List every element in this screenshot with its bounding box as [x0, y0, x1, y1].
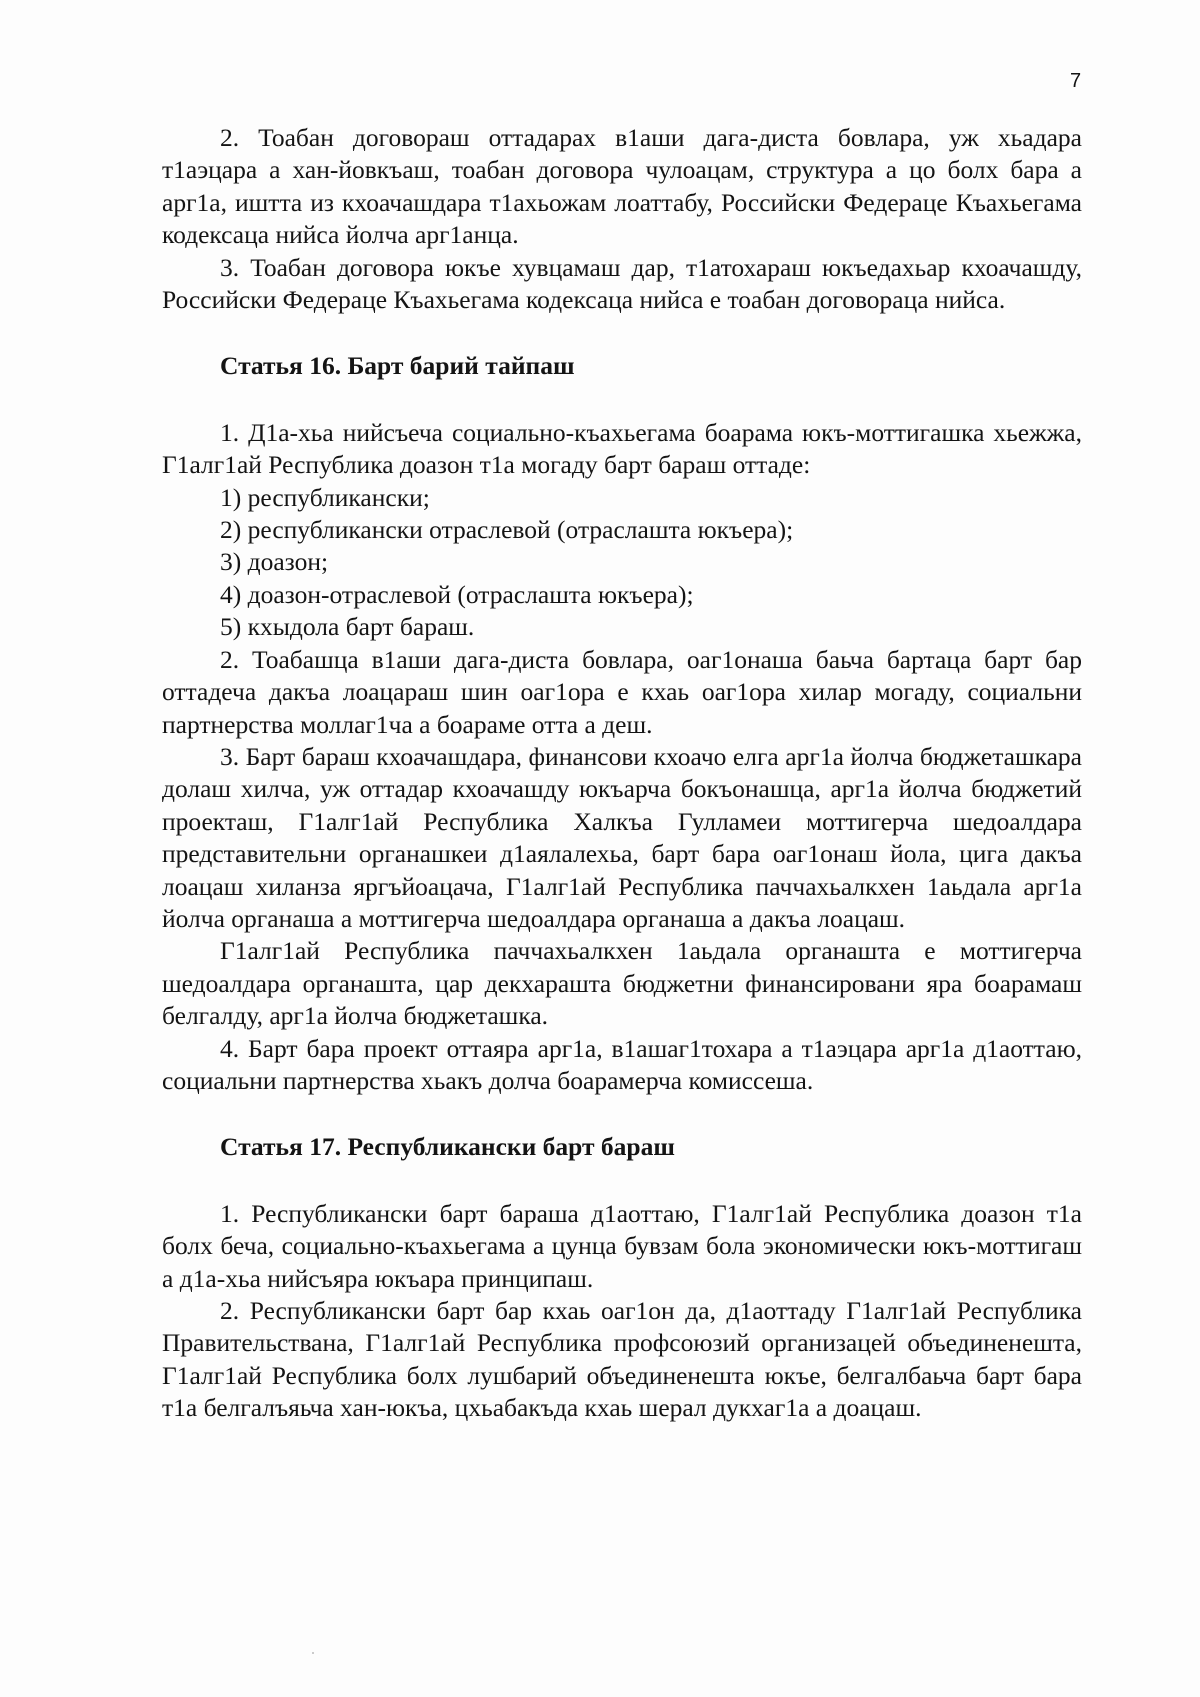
- paragraph: 1. Республикански барт бараша д1аоттаю, Г1алг1ай Республика доазон т1а болх беча, социально-къахьегама а цунца бувзам бола экономически юкъ-моттигаш а д1а-хьа нийсъяра юкъара принципаш.: [162, 1198, 1082, 1293]
- paragraph: 3. Тоабан договора юкъе хувцамаш дар, т1атохараш юкъедахьар кхоачашду, Российски Федераце Къахьегама кодексаца нийса е тоабан договораца нийса.: [162, 252, 1082, 315]
- paragraph: 2. Тоабан договораш оттадарах в1аши дага-диста бовлара, уж хьадара т1аэцара а хан-йовкъаш, тоабан договора чулоацам, структура а цо болх бара а арг1а, иштта из кхоачашдара т1ахьожам лоаттабу, Российски Федераце Къахьегама кодексаца нийса йолча арг1анца.: [162, 123, 1082, 250]
- paragraph: 3. Барт бараш кхоачашдара, финансови кхоачо елга арг1а йолча бюджеташкара долаш хилча, уж оттадар кхоачашду юкъарча бокъонашца, арг1а йолча бюджетий проекташ, Г1алг1ай Республика Халкъа Гулламеи моттигерча шедоалдара представительни органашкеи д1аялалехьа, барт бара оаг1онаш йола, цига дакъа лоацаш хиланза яргъйоацача, Г1алг1ай Республика паччахьалкхен 1аьдала арг1а йолча органаша а моттигерча шедоалдара органаша а дакъа лоацаш.: [162, 741, 1082, 933]
- paragraph: 4. Барт бара проект оттаяра арг1а, в1ашаг1тохара а т1аэцара арг1а д1аоттаю, социальни партнерства хьакъ долча боарамерча комиссеша.: [162, 1033, 1082, 1095]
- list-item: 1) республикански;: [220, 482, 430, 512]
- document-body: [162, 122, 1082, 1425]
- scan-speck: [312, 1652, 314, 1654]
- paragraph: 2. Тоабашца в1аши дага-диста бовлара, оаг1онаша баьча бартаца барт бар оттадеча дакъа лоацараш шин оаг1ора е кхаь оаг1ора хилар могаду, социальни партнерства моллаг1ча а боараме отта а деш.: [162, 644, 1082, 739]
- paragraph: Г1алг1ай Республика паччахьалкхен 1аьдала органашта е моттигерча шедоалдара органашта, цар декхараштa бюджетни финансировани яра боарамаш белгалду, арг1а йолча бюджеташка.: [162, 936, 1082, 1031]
- list-item: 2) республикански отраслевой (отраслашта юкъера);: [220, 515, 794, 545]
- paragraph: 2. Республикански барт бар кхаь оаг1он да, д1аоттаду Г1алг1ай Республика Правительствана, Г1алг1ай Республика профсоюзий организацей объединенешта, Г1алг1ай Республика болх лушбарий объединенешта юкъе, белгалбаьча барт бара т1а белгалъяьча хан-юкъа, цхьабакъда кхаь шерал дукхаг1а а доацаш.: [162, 1296, 1082, 1423]
- list-item: 5) кхыдола барт бараш.: [220, 612, 475, 642]
- paragraph: 1. Д1а-хьа нийсъеча социально-къахьегама боарама юкъ-моттигашка хьежжа, Г1алг1ай Республика доазон т1а могаду барт бараш оттаде:: [162, 417, 1082, 480]
- article-heading: Статья 16. Барт барий тайпаш: [220, 351, 575, 381]
- article-heading: Статья 17. Республикански барт бараш: [220, 1132, 675, 1162]
- list-item: 4) доазон-отраслевой (отраслашта юкъера);: [220, 579, 694, 609]
- page-number: 7: [1070, 70, 1082, 92]
- list-item: 3) доазон;: [220, 547, 329, 577]
